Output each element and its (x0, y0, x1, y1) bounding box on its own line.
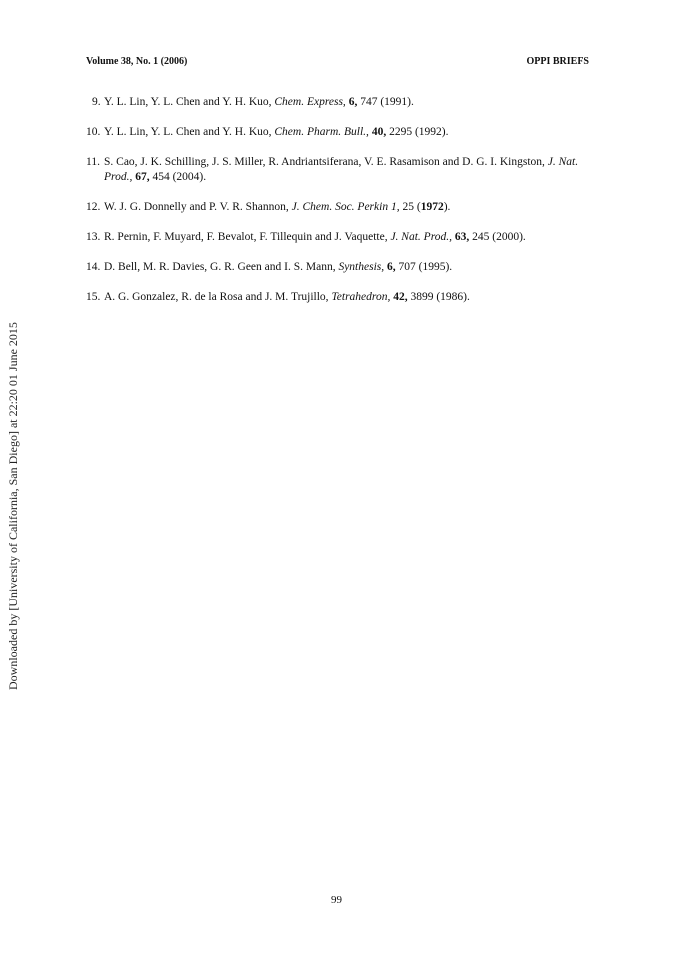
reference-text (104, 291, 470, 303)
journal-name: J. Nat. Prod., (390, 231, 452, 243)
reference-text (104, 261, 452, 273)
journal-volume: Volume 38, No. 1 (2006) (86, 56, 188, 67)
reference-item (86, 200, 606, 215)
reference-segment: ). (443, 201, 451, 213)
reference-number: 14. (86, 261, 101, 273)
reference-segment: Y. L. Lin, Y. L. Chen and Y. H. Kuo, (104, 126, 275, 138)
reference-text (104, 231, 526, 243)
reference-number: 9. (92, 96, 101, 108)
reference-item (86, 95, 606, 110)
reference-number: 15. (86, 291, 101, 303)
reference-text (104, 126, 448, 138)
reference-segment: R. Pernin, F. Muyard, F. Bevalot, F. Tillequin and J. Vaquette, (104, 231, 391, 243)
journal-name: Chem. Express, (274, 96, 346, 108)
reference-item (86, 290, 606, 305)
reference-segment: Y. L. Lin, Y. L. Chen and Y. H. Kuo, (104, 96, 275, 108)
reference-number: 10. (86, 126, 101, 138)
reference-segment: D. Bell, M. R. Davies, G. R. Geen and I. S. Mann, (104, 261, 339, 273)
download-watermark (6, 322, 20, 700)
reference-segment: S. Cao, J. K. Schilling, J. S. Miller, R. Andriantsiferana, V. E. Rasamison and D. G. I. Kingston, (104, 156, 548, 168)
journal-name: Synthesis, (338, 261, 385, 273)
reference-segment: A. G. Gonzalez, R. de la Rosa and J. M. Trujillo, (104, 291, 332, 303)
reference-number: 12. (86, 201, 101, 213)
reference-number: 13. (86, 231, 101, 243)
reference-text (104, 201, 450, 213)
download-notice: Downloaded by [University of California, San Diego] at 22:20 01 June 2015 (6, 322, 20, 690)
volume-number: 67, (135, 171, 150, 183)
journal-name: Tetrahedron, (331, 291, 391, 303)
reference-segment: W. J. G. Donnelly and P. V. R. Shannon, (104, 201, 292, 213)
running-header (86, 56, 589, 70)
journal-name: Chem. Pharm. Bull., (274, 126, 369, 138)
reference-item (86, 125, 606, 140)
volume-number: 42, (393, 291, 408, 303)
volume-number: 6, (348, 96, 358, 108)
reference-item (86, 260, 606, 275)
reference-text (104, 96, 414, 108)
volume-number: 40, (371, 126, 387, 138)
volume-number: 63, (454, 231, 470, 243)
reference-list (86, 95, 606, 320)
journal-name: J. Chem. Soc. Perkin 1, (291, 201, 400, 213)
page-number: 99 (331, 894, 342, 906)
reference-segment: 245 (2000). (469, 231, 526, 243)
reference-number: 11. (86, 156, 100, 168)
journal-name: J. Nat. Prod., (104, 156, 579, 183)
reference-segment: 707 (1995). (395, 261, 453, 273)
reference-segment: 25 ( (399, 201, 421, 213)
volume-number: 1972 (420, 201, 444, 213)
reference-segment: 2295 (1992). (386, 126, 449, 138)
reference-item (86, 230, 606, 245)
reference-text (104, 156, 578, 183)
reference-segment: 3899 (1986). (407, 291, 470, 303)
reference-item (86, 155, 606, 185)
reference-segment: 454 (2004). (149, 171, 207, 183)
volume-number: 6, (387, 261, 396, 273)
section-title: OPPI BRIEFS (526, 56, 589, 67)
reference-segment: 747 (1991). (357, 96, 414, 108)
